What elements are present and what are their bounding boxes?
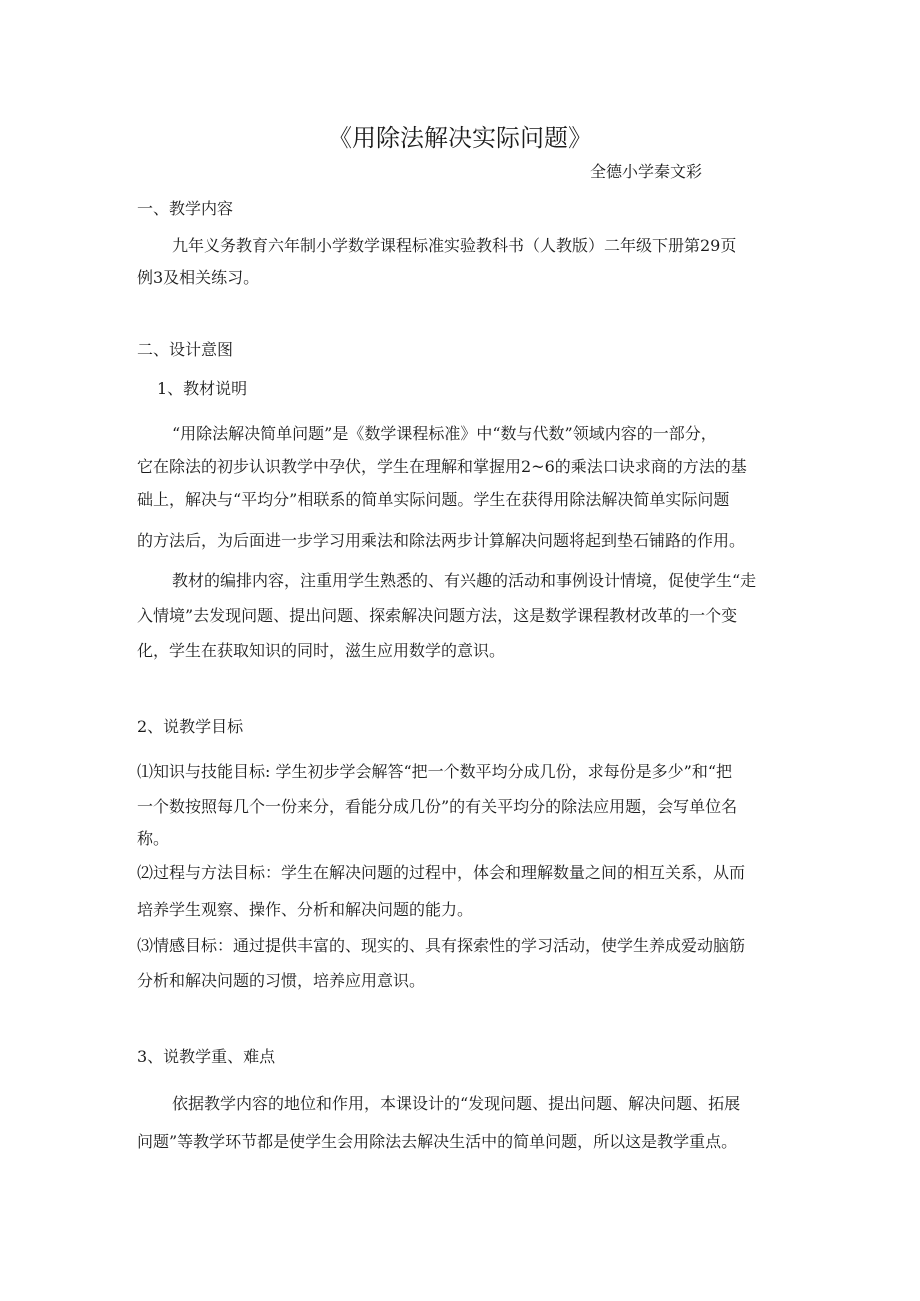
paragraph-line: 础上，解决与“平均分”相联系的简单实际问题。学生在获得用除法解决简单实际问题 — [137, 490, 730, 509]
goal-line: ⑴知识与技能目标: 学生初步学会解答“把一个数平均分成几份，求每份是多少”和“把 — [137, 762, 733, 781]
paragraph-line: 入情境”去发现问题、提出问题、探索解决问题方法，这是数学课程教材改革的一个变 — [137, 606, 738, 625]
paragraph-line: 它在除法的初步认识教学中孕伏，学生在理解和掌握用2~6的乘法口诀求商的方法的基 — [137, 457, 747, 476]
goal-line: 称。 — [137, 829, 170, 848]
goal-line: 分析和解决问题的习惯，培养应用意识。 — [137, 971, 426, 990]
section-heading-design: 二、设计意图 — [137, 340, 234, 359]
paragraph-line: 九年义务教育六年制小学数学课程标准实验教科书（人教版）二年级下册第29页 — [172, 236, 737, 255]
paragraph-line: 例3及相关练习。 — [137, 268, 260, 287]
subsection-heading-key-points: 3、说教学重、难点 — [137, 1047, 276, 1066]
paragraph-line: 依据教学内容的地位和作用，本课设计的“发现问题、提出问题、解决问题、拓展 — [172, 1094, 741, 1113]
section-heading-content: 一、教学内容 — [137, 199, 234, 218]
subsection-heading-goals: 2、说教学目标 — [137, 717, 244, 736]
paragraph-line: “用除法解决简单问题”是《数学课程标准》中“数与代数”领域内容的一部分， — [172, 424, 717, 443]
goal-line: ⑵过程与方法目标：学生在解决问题的过程中，体会和理解数量之间的相互关系，从而 — [137, 863, 746, 882]
goal-line: ⑶情感目标：通过提供丰富的、现实的、具有探索性的学习活动，使学生养成爱动脑筋 — [137, 936, 746, 955]
goal-line: 一个数按照每几个一份来分，看能分成几份”的有关平均分的除法应用题，会写单位名 — [137, 797, 738, 816]
paragraph-line: 的方法后，为后面进一步学习用乘法和除法两步计算解决问题将起到垫石铺路的作用。 — [137, 531, 746, 550]
paragraph-line: 教材的编排内容，注重用学生熟悉的、有兴趣的活动和事例设计情境，促使学生“走 — [172, 571, 757, 590]
goal-line: 培养学生观察、操作、分析和解决问题的能力。 — [137, 900, 474, 919]
author-name: 全德小学秦文彩 — [590, 162, 703, 181]
document-title: 《用除法解决实际问题》 — [328, 124, 592, 152]
subsection-heading-textbook: 1、教材说明 — [157, 379, 248, 398]
paragraph-line: 化，学生在获取知识的同时，滋生应用数学的意识。 — [137, 641, 506, 660]
paragraph-line: 问题”等教学环节都是使学生会用除法去解决生活中的简单问题，所以这是教学重点。 — [137, 1132, 738, 1151]
